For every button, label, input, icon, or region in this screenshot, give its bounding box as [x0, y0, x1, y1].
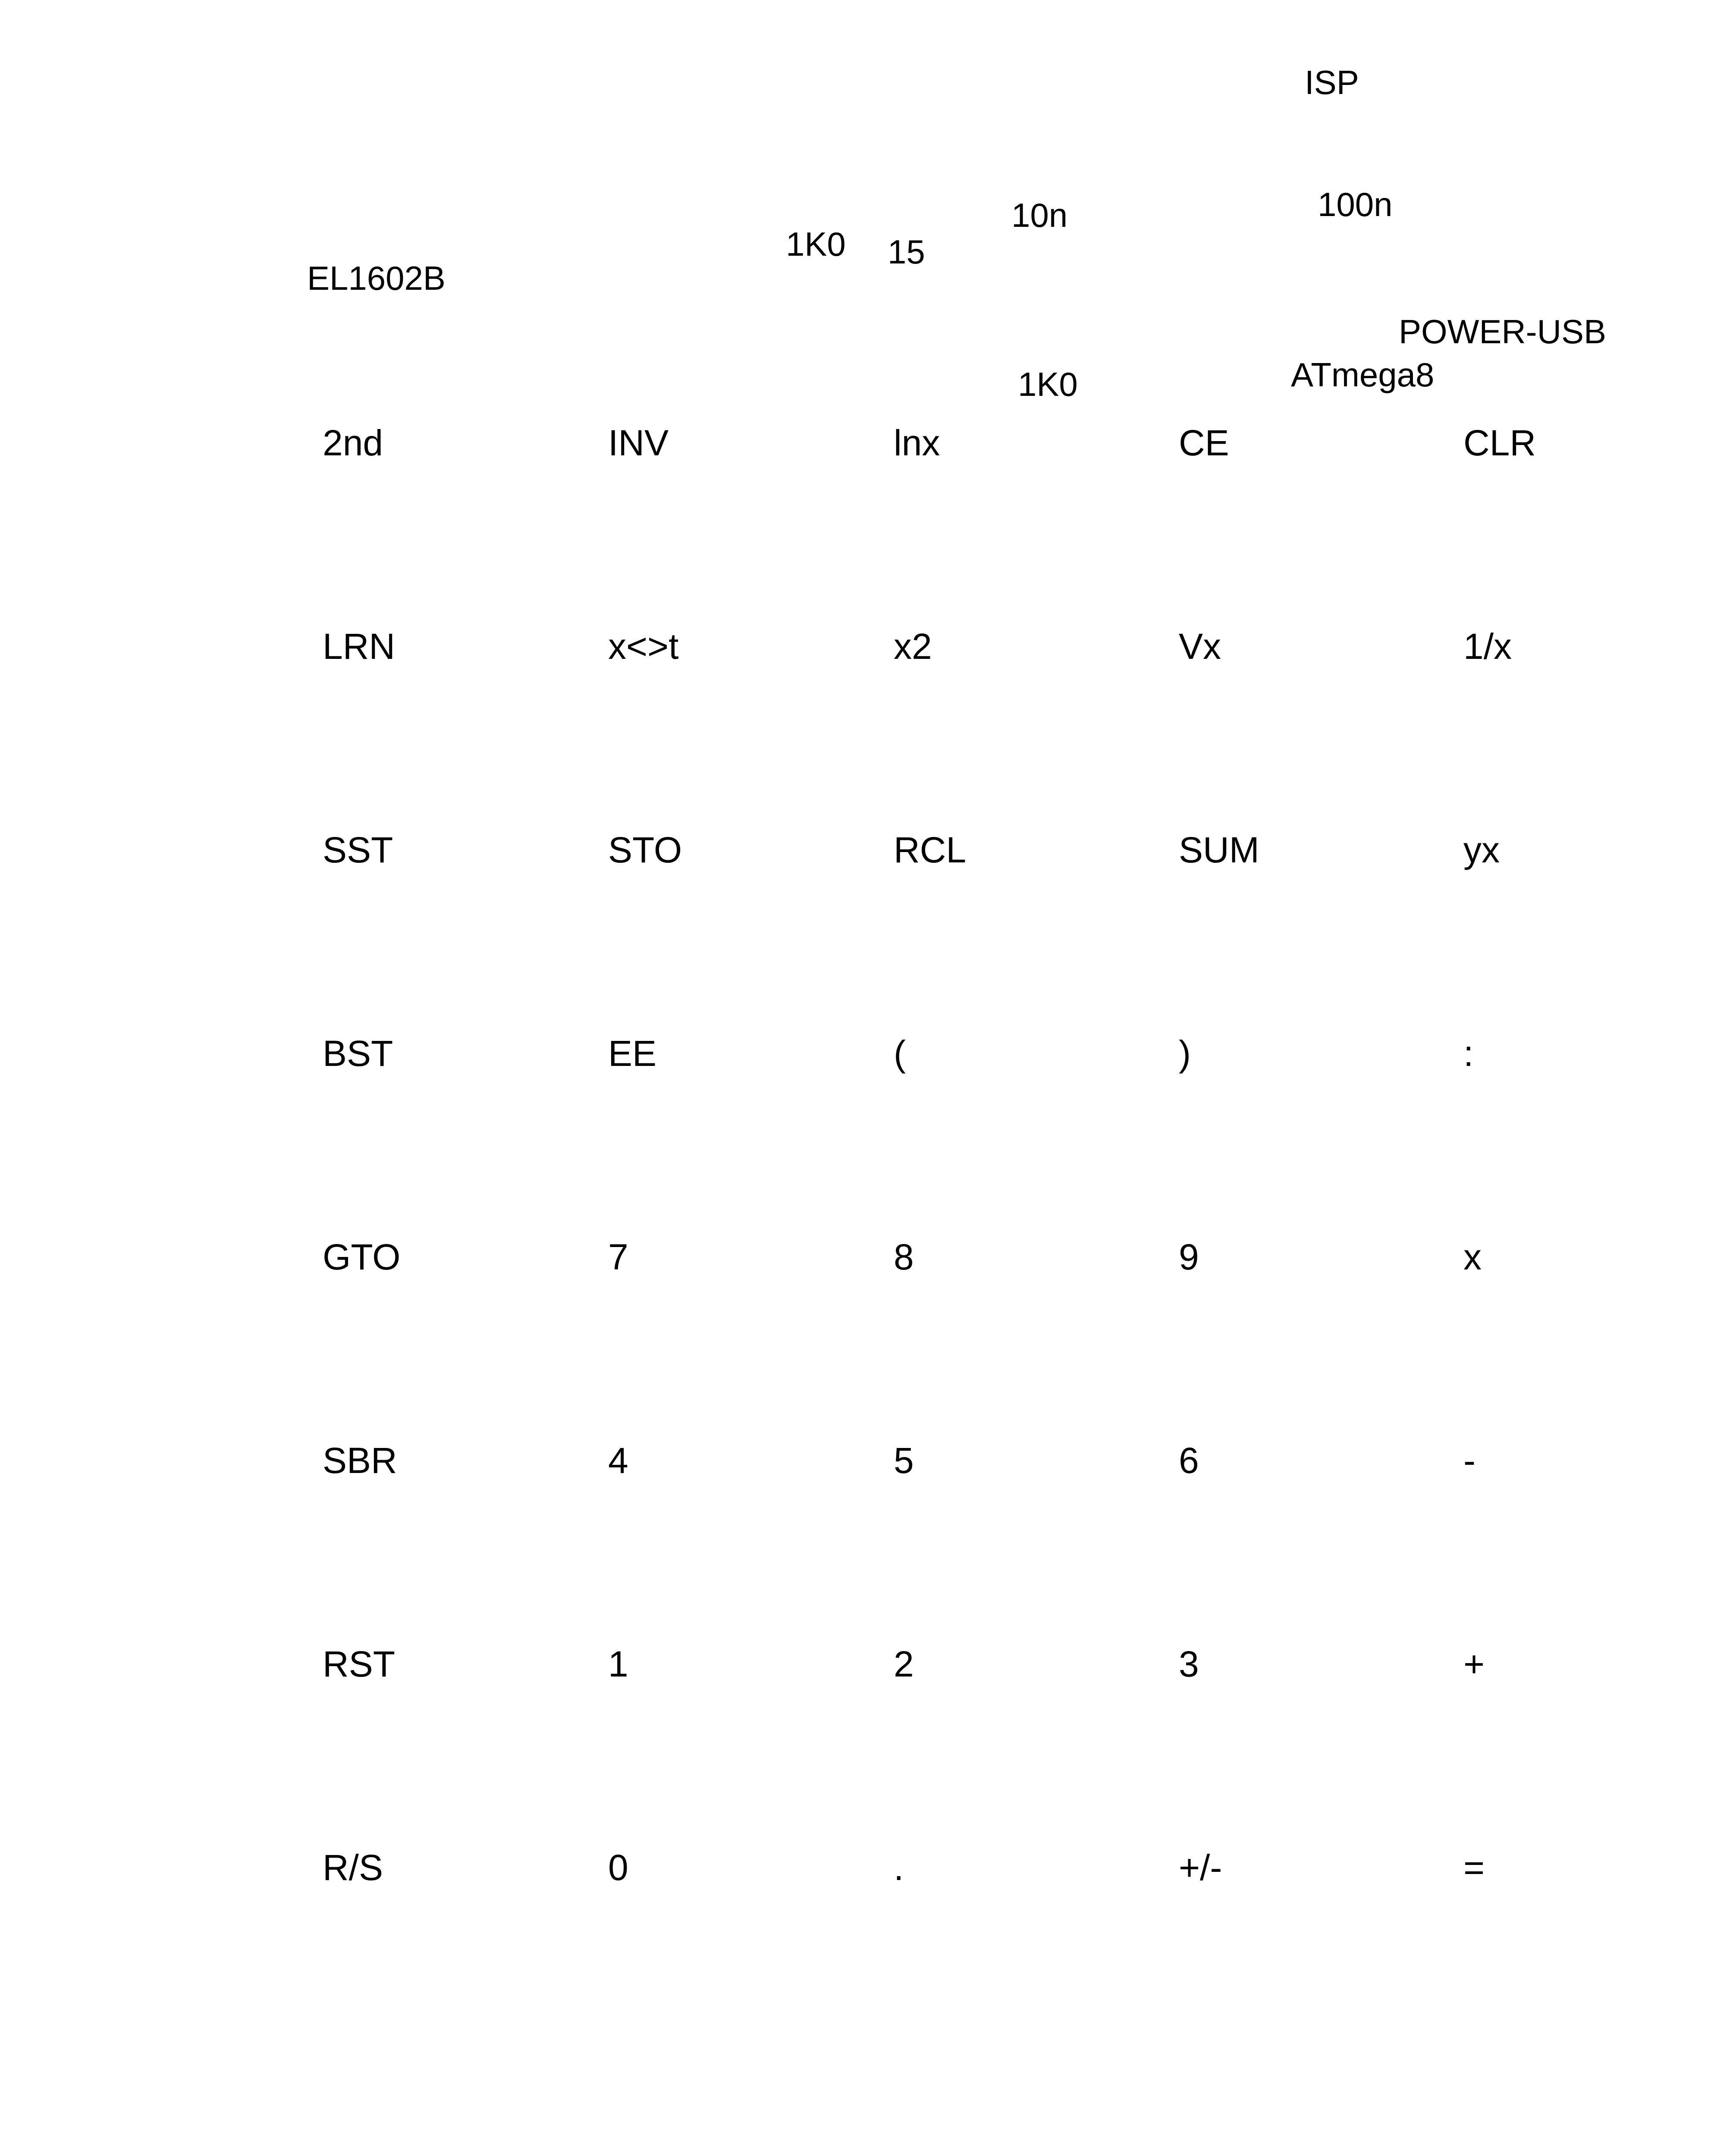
key-clr[interactable]: CLR — [1463, 423, 1536, 463]
key-ce[interactable]: CE — [1179, 423, 1229, 463]
resistor-1k0-label: 1K0 — [786, 225, 846, 263]
key-5[interactable]: 5 — [894, 1440, 914, 1481]
capacitor-10n-label: 10n — [1011, 196, 1068, 234]
key-multiply[interactable]: x — [1463, 1237, 1482, 1277]
key-change-sign[interactable]: +/- — [1179, 1847, 1222, 1888]
key-rcl[interactable]: RCL — [894, 830, 967, 870]
microcontroller-label: ATmega8 — [1291, 356, 1435, 394]
key-decimal[interactable]: . — [894, 1847, 904, 1888]
key-ee[interactable]: EE — [608, 1033, 657, 1074]
capacitor-100n-label: 100n — [1318, 185, 1393, 223]
key-equals[interactable]: = — [1463, 1847, 1485, 1888]
key-plus[interactable]: + — [1463, 1644, 1485, 1684]
resistor-1k0-label: 1K0 — [1018, 365, 1078, 403]
power-usb-label: POWER-USB — [1399, 313, 1607, 351]
key-square-root[interactable]: Vx — [1179, 626, 1221, 667]
key-reciprocal[interactable]: 1/x — [1463, 626, 1512, 667]
key-lrn[interactable]: LRN — [323, 626, 396, 667]
key-bst[interactable]: BST — [323, 1033, 393, 1074]
lcd-display-label: EL1602B — [307, 259, 446, 297]
key-sst[interactable]: SST — [323, 830, 393, 870]
key-6[interactable]: 6 — [1179, 1440, 1199, 1481]
key-x-squared[interactable]: x2 — [894, 626, 932, 667]
key-3[interactable]: 3 — [1179, 1644, 1199, 1684]
key-gto[interactable]: GTO — [323, 1237, 401, 1277]
key-sbr[interactable]: SBR — [323, 1440, 397, 1481]
key-rst[interactable]: RST — [323, 1644, 395, 1684]
key-inv[interactable]: INV — [608, 423, 669, 463]
resistor-15-label: 15 — [888, 233, 925, 271]
key-lnx[interactable]: lnx — [894, 423, 940, 463]
key-divide[interactable]: : — [1463, 1033, 1474, 1074]
key-sto[interactable]: STO — [608, 830, 682, 870]
key-open-paren[interactable]: ( — [894, 1033, 906, 1074]
key-0[interactable]: 0 — [608, 1847, 628, 1888]
key-7[interactable]: 7 — [608, 1237, 628, 1277]
key-run-stop[interactable]: R/S — [323, 1847, 383, 1888]
key-4[interactable]: 4 — [608, 1440, 628, 1481]
key-power[interactable]: yx — [1463, 830, 1500, 870]
key-8[interactable]: 8 — [894, 1237, 914, 1277]
key-1[interactable]: 1 — [608, 1644, 628, 1684]
key-close-paren[interactable]: ) — [1179, 1033, 1191, 1074]
isp-connector-label: ISP — [1305, 63, 1359, 101]
key-2[interactable]: 2 — [894, 1644, 914, 1684]
key-9[interactable]: 9 — [1179, 1237, 1199, 1277]
key-sum[interactable]: SUM — [1179, 830, 1259, 870]
key-2nd[interactable]: 2nd — [323, 423, 383, 463]
key-minus[interactable]: - — [1463, 1440, 1476, 1481]
key-x-exchange-t[interactable]: x<>t — [608, 626, 679, 667]
